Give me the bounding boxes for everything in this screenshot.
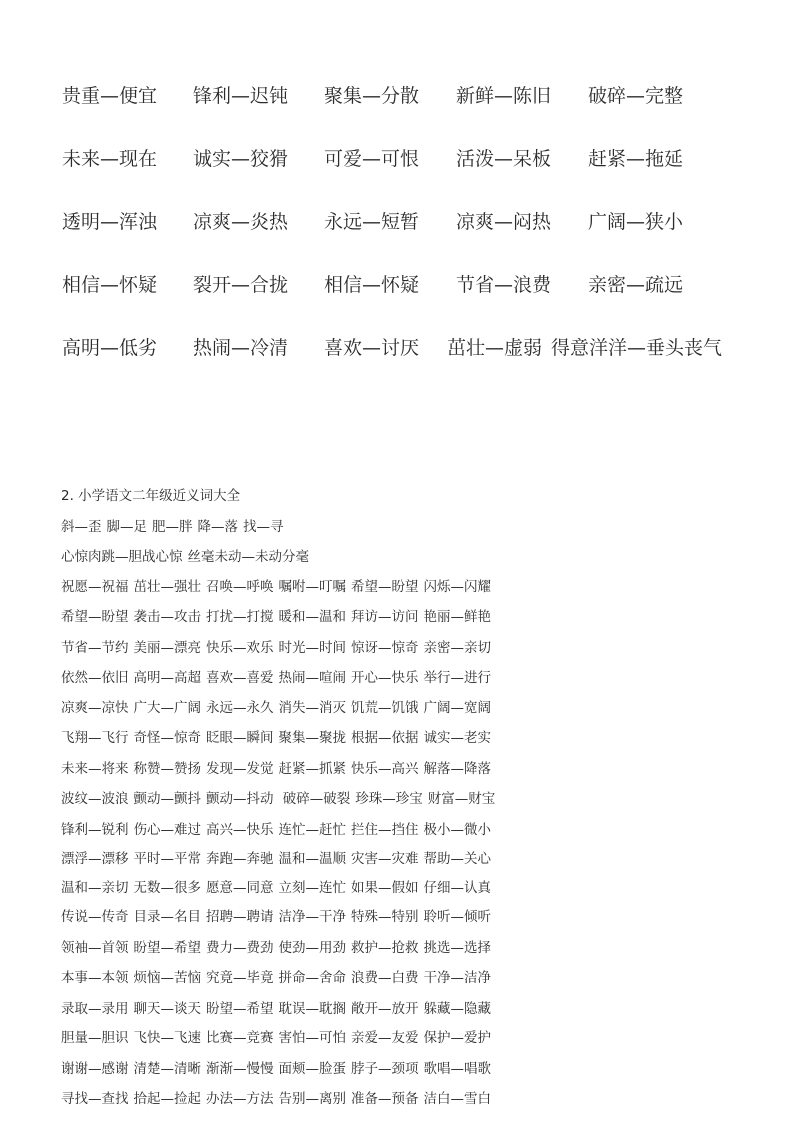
- synonym-pair: 斜—歪: [61, 519, 102, 535]
- synonym-pair: 盼望—希望: [133, 940, 201, 956]
- synonym-pair: 亲密—亲切: [423, 640, 491, 656]
- synonym-pair: 浪费—白费: [351, 970, 419, 986]
- synonym-pair: 亲爱—友爱: [351, 1030, 419, 1046]
- synonym-pair: 准备—预备: [351, 1091, 419, 1107]
- synonym-pair: 平时—平常: [133, 851, 201, 867]
- synonym-pair: 快乐—高兴: [351, 761, 419, 777]
- synonym-pair: 飞翔—飞行: [61, 730, 129, 746]
- antonym-pair: 破碎—完整: [588, 85, 684, 107]
- synonym-pair: 比赛—竞赛: [206, 1030, 274, 1046]
- synonym-pair: 保护—爱护: [423, 1030, 491, 1046]
- synonym-pair: 如果—假如: [351, 880, 419, 896]
- synonym-pair: 找—寻: [243, 519, 284, 535]
- synonym-pair: 召唤—呼唤: [206, 579, 274, 595]
- synonym-pair: 救护—抢救: [351, 940, 419, 956]
- synonym-row: [61, 515, 289, 535]
- synonym-pair: 招聘—聘请: [206, 909, 274, 925]
- antonym-pair: 茁壮—虚弱: [447, 337, 543, 359]
- synonym-pair: 奇怪—惊奇: [133, 730, 201, 746]
- antonym-pair: 透明—浑浊: [62, 211, 158, 233]
- synonym-pair: 躲藏—隐藏: [423, 1001, 491, 1017]
- synonym-pair: 漂浮—漂移: [61, 851, 129, 867]
- synonym-pair: 波纹—波浪: [61, 791, 129, 807]
- synonym-pair: 美丽—漂亮: [133, 640, 201, 656]
- synonym-pair: 敞开—放开: [351, 1001, 419, 1017]
- synonym-pair: 艳丽—鲜艳: [423, 609, 491, 625]
- synonym-pair: 本事—本领: [61, 970, 129, 986]
- synonym-pair: 无数—很多: [133, 880, 201, 896]
- antonym-pair: 高明—低劣: [62, 337, 158, 359]
- synonym-pair: 发现—发觉: [206, 761, 274, 777]
- synonym-pair: 高兴—快乐: [206, 822, 274, 838]
- synonym-pair: 广阔—宽阔: [423, 700, 491, 716]
- synonym-pair: 称赞—赞扬: [133, 761, 201, 777]
- synonym-pair: 消失—消灭: [278, 700, 346, 716]
- synonym-row: [61, 1057, 496, 1077]
- synonym-pair: 目录—名目: [133, 909, 201, 925]
- synonym-pair: 飞快—飞速: [133, 1030, 201, 1046]
- synonym-pair: 诚实—老实: [423, 730, 491, 746]
- synonym-pair: 使劲—用劲: [278, 940, 346, 956]
- synonym-pair: 害怕—可怕: [278, 1030, 346, 1046]
- synonym-row: [61, 847, 496, 867]
- synonym-row: [61, 696, 496, 716]
- synonym-pair: 茁壮—强壮: [133, 579, 201, 595]
- synonym-pair: 破碎—破裂: [278, 791, 351, 807]
- antonym-pair: 未来—现在: [62, 148, 158, 170]
- synonym-pair: 希望—盼望: [61, 609, 129, 625]
- synonym-pair: 连忙—赶忙: [278, 822, 346, 838]
- synonym-pair: 谢谢—感谢: [61, 1061, 129, 1077]
- synonym-pair: 拦住—挡住: [351, 822, 419, 838]
- synonym-pair: 根据—依据: [351, 730, 419, 746]
- synonym-pair: 财富—财宝: [427, 791, 496, 807]
- synonym-pair: 拼命—舍命: [278, 970, 346, 986]
- synonym-pair: 广大—广阔: [133, 700, 201, 716]
- synonym-pair: 领袖—首领: [61, 940, 129, 956]
- synonym-row: [61, 818, 496, 838]
- synonym-pair: 丝毫未动—未动分毫: [187, 549, 309, 565]
- synonym-pair: 打扰—打搅: [206, 609, 274, 625]
- synonym-pair: 高明—高超: [133, 670, 201, 686]
- synonym-pair: 究竟—毕竟: [206, 970, 274, 986]
- synonym-pair: 盼望—希望: [206, 1001, 274, 1017]
- synonym-pair: 饥荒—饥饿: [351, 700, 419, 716]
- synonym-row: [61, 1026, 496, 1046]
- synonym-pair: 依然—依旧: [61, 670, 129, 686]
- synonym-pair: 帮助—关心: [423, 851, 491, 867]
- antonym-pair: 亲密—疏远: [588, 274, 684, 296]
- synonym-row: [61, 905, 496, 925]
- synonym-pair: 干净—洁净: [423, 970, 491, 986]
- synonym-pair: 肥—胖: [152, 519, 193, 535]
- synonym-pair: 温和—温顺: [278, 851, 346, 867]
- synonym-row: [61, 605, 496, 625]
- synonym-pair: 告别—离别: [278, 1091, 346, 1107]
- synonym-pair: 举行—进行: [423, 670, 491, 686]
- synonym-pair: 袭击—攻击: [133, 609, 201, 625]
- antonym-pair: 裂开—合拢: [193, 274, 289, 296]
- synonym-pair: 嘱咐—叮嘱: [278, 579, 346, 595]
- antonym-pair: 赶紧—拖延: [588, 148, 684, 170]
- synonym-pair: 洁白—雪白: [423, 1091, 491, 1107]
- antonym-pair: 锋利—迟钝: [193, 85, 289, 107]
- synonym-pair: 时光—时间: [278, 640, 346, 656]
- synonym-pair: 奔跑—奔驰: [206, 851, 274, 867]
- synonym-pair: 凉爽—凉快: [61, 700, 129, 716]
- antonym-pair: 新鲜—陈旧: [456, 85, 552, 107]
- antonym-pair: 可爱—可恨: [324, 148, 420, 170]
- synonym-pair: 伤心—难过: [133, 822, 201, 838]
- synonym-pair: 立刻—连忙: [278, 880, 346, 896]
- section-title: 2. 小学语文二年级近义词大全: [61, 488, 241, 504]
- synonym-pair: 渐渐—慢慢: [206, 1061, 274, 1077]
- synonym-row: [61, 666, 496, 686]
- antonym-pair: 相信—怀疑: [62, 274, 158, 296]
- synonym-pair: 降—落: [197, 519, 238, 535]
- synonym-pair: 解落—降落: [423, 761, 491, 777]
- synonym-pair: 极小—微小: [423, 822, 491, 838]
- synonym-pair: 清楚—清晰: [133, 1061, 201, 1077]
- antonym-pair: 贵重—便宜: [62, 85, 158, 107]
- synonym-pair: 歌唱—唱歌: [423, 1061, 491, 1077]
- synonym-row: [61, 1087, 496, 1107]
- synonym-pair: 办法—方法: [206, 1091, 274, 1107]
- synonym-pair: 聆听—倾听: [423, 909, 491, 925]
- synonym-pair: 面颊—脸蛋: [278, 1061, 346, 1077]
- synonym-pair: 脚—足: [106, 519, 147, 535]
- synonym-pair: 灾害—灾难: [351, 851, 419, 867]
- synonym-pair: 洁净—干净: [278, 909, 346, 925]
- synonym-pair: 喜欢—喜爱: [206, 670, 274, 686]
- synonym-row: [61, 757, 496, 777]
- antonym-pair: 诚实—狡猾: [193, 148, 289, 170]
- synonym-row: [61, 876, 496, 896]
- antonym-pair: 节省—浪费: [456, 274, 552, 296]
- synonym-pair: 拜访—访问: [351, 609, 419, 625]
- synonym-pair: 心惊肉跳—胆战心惊: [61, 549, 183, 565]
- synonym-pair: 快乐—欢乐: [206, 640, 274, 656]
- synonym-pair: 眨眼—瞬间: [206, 730, 274, 746]
- synonym-pair: 费力—费劲: [206, 940, 274, 956]
- synonym-row: [61, 966, 496, 986]
- synonym-pair: 特殊—特别: [351, 909, 419, 925]
- synonym-pair: 节省—节约: [61, 640, 129, 656]
- antonym-pair: 永远—短暂: [324, 211, 420, 233]
- synonym-row: [61, 936, 496, 956]
- synonym-pair: 聚集—聚拢: [278, 730, 346, 746]
- synonym-pair: 惊讶—惊奇: [351, 640, 419, 656]
- antonym-pair: 得意洋洋—垂头丧气: [551, 337, 723, 359]
- synonym-pair: 拾起—捡起: [133, 1091, 201, 1107]
- synonym-row: [61, 545, 314, 565]
- antonym-pair: 广阔—狭小: [588, 211, 684, 233]
- antonym-pair: 相信—怀疑: [324, 274, 420, 296]
- synonym-pair: 未来—将来: [61, 761, 129, 777]
- synonym-row: [61, 726, 496, 746]
- synonym-pair: 颤动—抖动: [206, 791, 274, 807]
- synonym-row: [61, 636, 496, 656]
- synonym-row: [61, 787, 500, 807]
- synonym-pair: 锋利—锐利: [61, 822, 129, 838]
- synonym-pair: 珍珠—珍宝: [355, 791, 423, 807]
- synonym-pair: 闪烁—闪耀: [423, 579, 491, 595]
- synonym-pair: 祝愿—祝福: [61, 579, 129, 595]
- synonym-pair: 胆量—胆识: [61, 1030, 129, 1046]
- synonym-pair: 希望—盼望: [351, 579, 419, 595]
- antonym-pair: 聚集—分散: [324, 85, 420, 107]
- synonym-pair: 永远—永久: [206, 700, 274, 716]
- synonym-pair: 传说—传奇: [61, 909, 129, 925]
- antonym-pair: 喜欢—讨厌: [324, 337, 420, 359]
- synonym-pair: 暖和—温和: [278, 609, 346, 625]
- synonym-row: [61, 997, 496, 1017]
- synonym-pair: 录取—录用: [61, 1001, 129, 1017]
- synonym-pair: 脖子—颈项: [351, 1061, 419, 1077]
- antonym-pair: 凉爽—闷热: [456, 211, 552, 233]
- synonym-pair: 赶紧—抓紧: [278, 761, 346, 777]
- synonym-row: [61, 575, 496, 595]
- synonym-pair: 颤动—颤抖: [133, 791, 201, 807]
- antonym-pair: 凉爽—炎热: [193, 211, 289, 233]
- synonym-pair: 热闹—喧闹: [278, 670, 346, 686]
- synonym-pair: 开心—快乐: [351, 670, 419, 686]
- synonym-pair: 挑选—选择: [423, 940, 491, 956]
- synonym-pair: 仔细—认真: [423, 880, 491, 896]
- synonym-pair: 寻找—查找: [61, 1091, 129, 1107]
- antonym-pair: 热闹—冷清: [193, 337, 289, 359]
- synonym-pair: 聊天—谈天: [133, 1001, 201, 1017]
- synonym-pair: 愿意—同意: [206, 880, 274, 896]
- synonym-pair: 耽误—耽搁: [278, 1001, 346, 1017]
- synonym-pair: 温和—亲切: [61, 880, 129, 896]
- antonym-pair: 活泼—呆板: [456, 148, 552, 170]
- synonym-pair: 烦恼—苦恼: [133, 970, 201, 986]
